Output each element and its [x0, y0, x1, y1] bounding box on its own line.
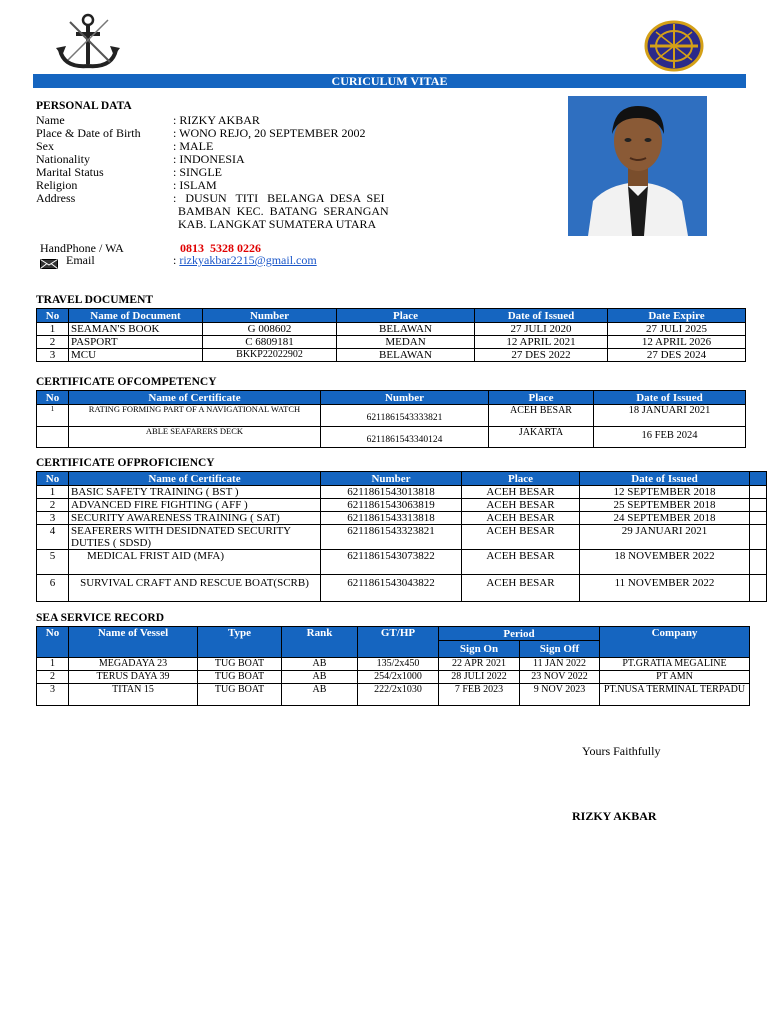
envelope-icon — [40, 256, 58, 266]
address-line-2: BAMBAN KEC. BATANG SERANGAN — [178, 204, 389, 218]
col-issued: Date of Issued — [475, 309, 608, 323]
cell: TUG BOAT — [198, 658, 282, 671]
cell: TERUS DAYA 39 — [69, 671, 198, 684]
address-line-1: : DUSUN TITI BELANGA DESA SEI — [173, 191, 385, 205]
cell: 3 — [37, 512, 69, 525]
col-no: No — [37, 309, 69, 323]
cell: 28 JULI 2022 — [439, 671, 520, 684]
cell: 2 — [37, 499, 69, 512]
sex-label: Sex — [36, 139, 54, 153]
birth-value: : WONO REJO, 20 SEPTEMBER 2002 — [173, 126, 366, 140]
proficiency-table — [36, 471, 767, 602]
cell: 6211861543323821 — [321, 525, 462, 550]
cell: 1 — [37, 323, 69, 336]
travel-document-heading: TRAVEL DOCUMENT — [36, 294, 154, 306]
cell: AB — [282, 684, 358, 706]
table-row — [37, 550, 767, 575]
email-label: Email — [66, 253, 95, 267]
cell: MCU — [69, 349, 203, 362]
cell: TITAN 15 — [69, 684, 198, 706]
cell: 9 NOV 2023 — [520, 684, 600, 706]
sea-service-table — [36, 626, 750, 706]
name-label: Name — [36, 113, 65, 127]
cell: ABLE SEAFARERS DECK — [69, 427, 321, 448]
nationality-label: Nationality — [36, 152, 90, 166]
cell: 5 — [37, 550, 69, 575]
cell: PT AMN — [600, 671, 750, 684]
col-rank: Rank — [282, 627, 358, 658]
cell: BELAWAN — [337, 323, 475, 336]
cell: RATING FORMING PART OF A NAVIGATIONAL WATCH — [69, 405, 321, 427]
cell: 29 JANUARI 2021 — [580, 525, 750, 550]
competency-table — [36, 390, 746, 448]
col-issued: Date of Issued — [594, 391, 746, 405]
cell: 1 — [37, 658, 69, 671]
anchor-logo — [50, 12, 120, 74]
cell: 22 APR 2021 — [439, 658, 520, 671]
cell: 6211861543013818 — [321, 486, 462, 499]
cell: 18 NOVEMBER 2022 — [580, 550, 750, 575]
address-label: Address — [36, 191, 76, 205]
table-row — [37, 658, 750, 671]
cell: 2 — [37, 671, 69, 684]
cell — [750, 575, 767, 602]
col-no: No — [37, 472, 69, 486]
col-company: Company — [600, 627, 750, 658]
cell — [750, 486, 767, 499]
table-row — [37, 525, 767, 550]
cell: 6211861543073822 — [321, 550, 462, 575]
marital-value: : SINGLE — [173, 165, 222, 179]
col-expire: Date Expire — [608, 309, 746, 323]
cell: SURVIVAL CRAFT AND RESCUE BOAT(SCRB) — [69, 575, 321, 602]
col-type: Type — [198, 627, 282, 658]
cell: 12 APRIL 2026 — [608, 336, 746, 349]
table-row — [37, 671, 750, 684]
cell: 4 — [37, 525, 69, 550]
cell: 11 JAN 2022 — [520, 658, 600, 671]
cell: ACEH BESAR — [489, 405, 594, 427]
col-period: Period — [439, 627, 600, 641]
table-row — [37, 684, 750, 706]
cell: 1 — [37, 405, 69, 427]
cell: SEAFERERS WITH DESIDNATED SECURITY DUTIES ( SDSD) — [69, 525, 321, 550]
cell: TUG BOAT — [198, 671, 282, 684]
sex-value: : MALE — [173, 139, 214, 153]
col-place: Place — [462, 472, 580, 486]
col-sign-on: Sign On — [439, 641, 520, 658]
cell: 6 — [37, 575, 69, 602]
cell: ACEH BESAR — [462, 499, 580, 512]
signature-name: RIZKY AKBAR — [572, 809, 657, 823]
cell: 23 NOV 2022 — [520, 671, 600, 684]
cell: 3 — [37, 349, 69, 362]
cell: 2 — [37, 336, 69, 349]
email-prefix: : — [173, 253, 180, 267]
col-gthp: GT/HP — [358, 627, 439, 658]
cell: SECURITY AWARENESS TRAINING ( SAT) — [69, 512, 321, 525]
cell: ACEH BESAR — [462, 486, 580, 499]
table-row — [37, 349, 746, 362]
cell: C 6809181 — [203, 336, 337, 349]
cell: AB — [282, 658, 358, 671]
cell — [750, 499, 767, 512]
cell: 27 JULI 2020 — [475, 323, 608, 336]
cell: 1 — [37, 486, 69, 499]
competency-heading: CERTIFICATE OFCOMPETENCY — [36, 376, 217, 388]
cell: PT.NUSA TERMINAL TERPADU — [600, 684, 750, 706]
cell: 27 DES 2024 — [608, 349, 746, 362]
cell: ACEH BESAR — [462, 575, 580, 602]
cell: ACEH BESAR — [462, 550, 580, 575]
cell: BASIC SAFETY TRAINING ( BST ) — [69, 486, 321, 499]
table-row — [37, 575, 767, 602]
cell — [37, 427, 69, 448]
cell — [750, 550, 767, 575]
cell: 6211861543333821 — [321, 405, 489, 427]
phone-label: HandPhone / WA — [40, 241, 124, 255]
col-place: Place — [337, 309, 475, 323]
cell: 11 NOVEMBER 2022 — [580, 575, 750, 602]
cell: 12 SEPTEMBER 2018 — [580, 486, 750, 499]
cell: MEGADAYA 23 — [69, 658, 198, 671]
col-certificate: Name of Certificate — [69, 391, 321, 405]
birth-label: Place & Date of Birth — [36, 126, 141, 140]
cell: 6211861543043822 — [321, 575, 462, 602]
col-extra — [750, 472, 767, 486]
cell: MEDAN — [337, 336, 475, 349]
ministry-emblem-logo — [642, 18, 706, 76]
marital-label: Marital Status — [36, 165, 104, 179]
email-field — [173, 253, 317, 268]
table-row — [37, 427, 746, 448]
cell: 27 JULI 2025 — [608, 323, 746, 336]
cell: AB — [282, 671, 358, 684]
cell: ADVANCED FIRE FIGHTING ( AFF ) — [69, 499, 321, 512]
col-number: Number — [321, 391, 489, 405]
cell: PT.GRATIA MEGALINE — [600, 658, 750, 671]
col-vessel: Name of Vessel — [69, 627, 198, 658]
religion-label: Religion — [36, 178, 78, 192]
col-sign-off: Sign Off — [520, 641, 600, 658]
col-document: Name of Document — [69, 309, 203, 323]
profile-photo — [568, 96, 707, 236]
col-certificate: Name of Certificate — [69, 472, 321, 486]
cell: JAKARTA — [489, 427, 594, 448]
religion-value: : ISLAM — [173, 178, 217, 192]
cell: BELAWAN — [337, 349, 475, 362]
cell: 12 APRIL 2021 — [475, 336, 608, 349]
cell: 7 FEB 2023 — [439, 684, 520, 706]
travel-document-table — [36, 308, 746, 362]
cell: 6211861543313818 — [321, 512, 462, 525]
col-number: Number — [203, 309, 337, 323]
table-row — [37, 499, 767, 512]
address-line-3: KAB. LANGKAT SUMATERA UTARA — [178, 217, 377, 231]
cell: ACEH BESAR — [462, 525, 580, 550]
cell: TUG BOAT — [198, 684, 282, 706]
cell: 24 SEPTEMBER 2018 — [580, 512, 750, 525]
col-no: No — [37, 391, 69, 405]
cell: 6211861543063819 — [321, 499, 462, 512]
cell: 254/2x1000 — [358, 671, 439, 684]
nationality-value: : INDONESIA — [173, 152, 245, 166]
table-row — [37, 512, 767, 525]
cell: PASPORT — [69, 336, 203, 349]
cell: 18 JANUARI 2021 — [594, 405, 746, 427]
cell: 16 FEB 2024 — [594, 427, 746, 448]
closing-salutation: Yours Faithfully — [582, 744, 661, 758]
cell: 222/2x1030 — [358, 684, 439, 706]
col-no: No — [37, 627, 69, 658]
table-row — [37, 336, 746, 349]
cell: 6211861543340124 — [321, 427, 489, 448]
table-row — [37, 323, 746, 336]
cell — [750, 512, 767, 525]
cell: SEAMAN'S BOOK — [69, 323, 203, 336]
col-place: Place — [489, 391, 594, 405]
sea-service-heading: SEA SERVICE RECORD — [36, 612, 165, 624]
cell: MEDICAL FRIST AID (MFA) — [69, 550, 321, 575]
table-row — [37, 486, 767, 499]
proficiency-heading: CERTIFICATE OFPROFICIENCY — [36, 457, 215, 469]
table-row — [37, 405, 746, 427]
cell: 3 — [37, 684, 69, 706]
email-link[interactable]: rizkyakbar2215@gmail.com — [179, 253, 317, 267]
document-title: CURICULUM VITAE — [33, 74, 746, 88]
phone-value: 0813 5328 0226 — [180, 241, 261, 255]
personal-data-heading: PERSONAL DATA — [36, 100, 132, 112]
col-issued: Date of Issued — [580, 472, 750, 486]
cell: 27 DES 2022 — [475, 349, 608, 362]
cell — [750, 525, 767, 550]
name-value: : RIZKY AKBAR — [173, 113, 260, 127]
cell: ACEH BESAR — [462, 512, 580, 525]
cell: 25 SEPTEMBER 2018 — [580, 499, 750, 512]
cell: BKKP22022902 — [203, 349, 337, 362]
cell: 135/2x450 — [358, 658, 439, 671]
col-number: Number — [321, 472, 462, 486]
cell: G 008602 — [203, 323, 337, 336]
